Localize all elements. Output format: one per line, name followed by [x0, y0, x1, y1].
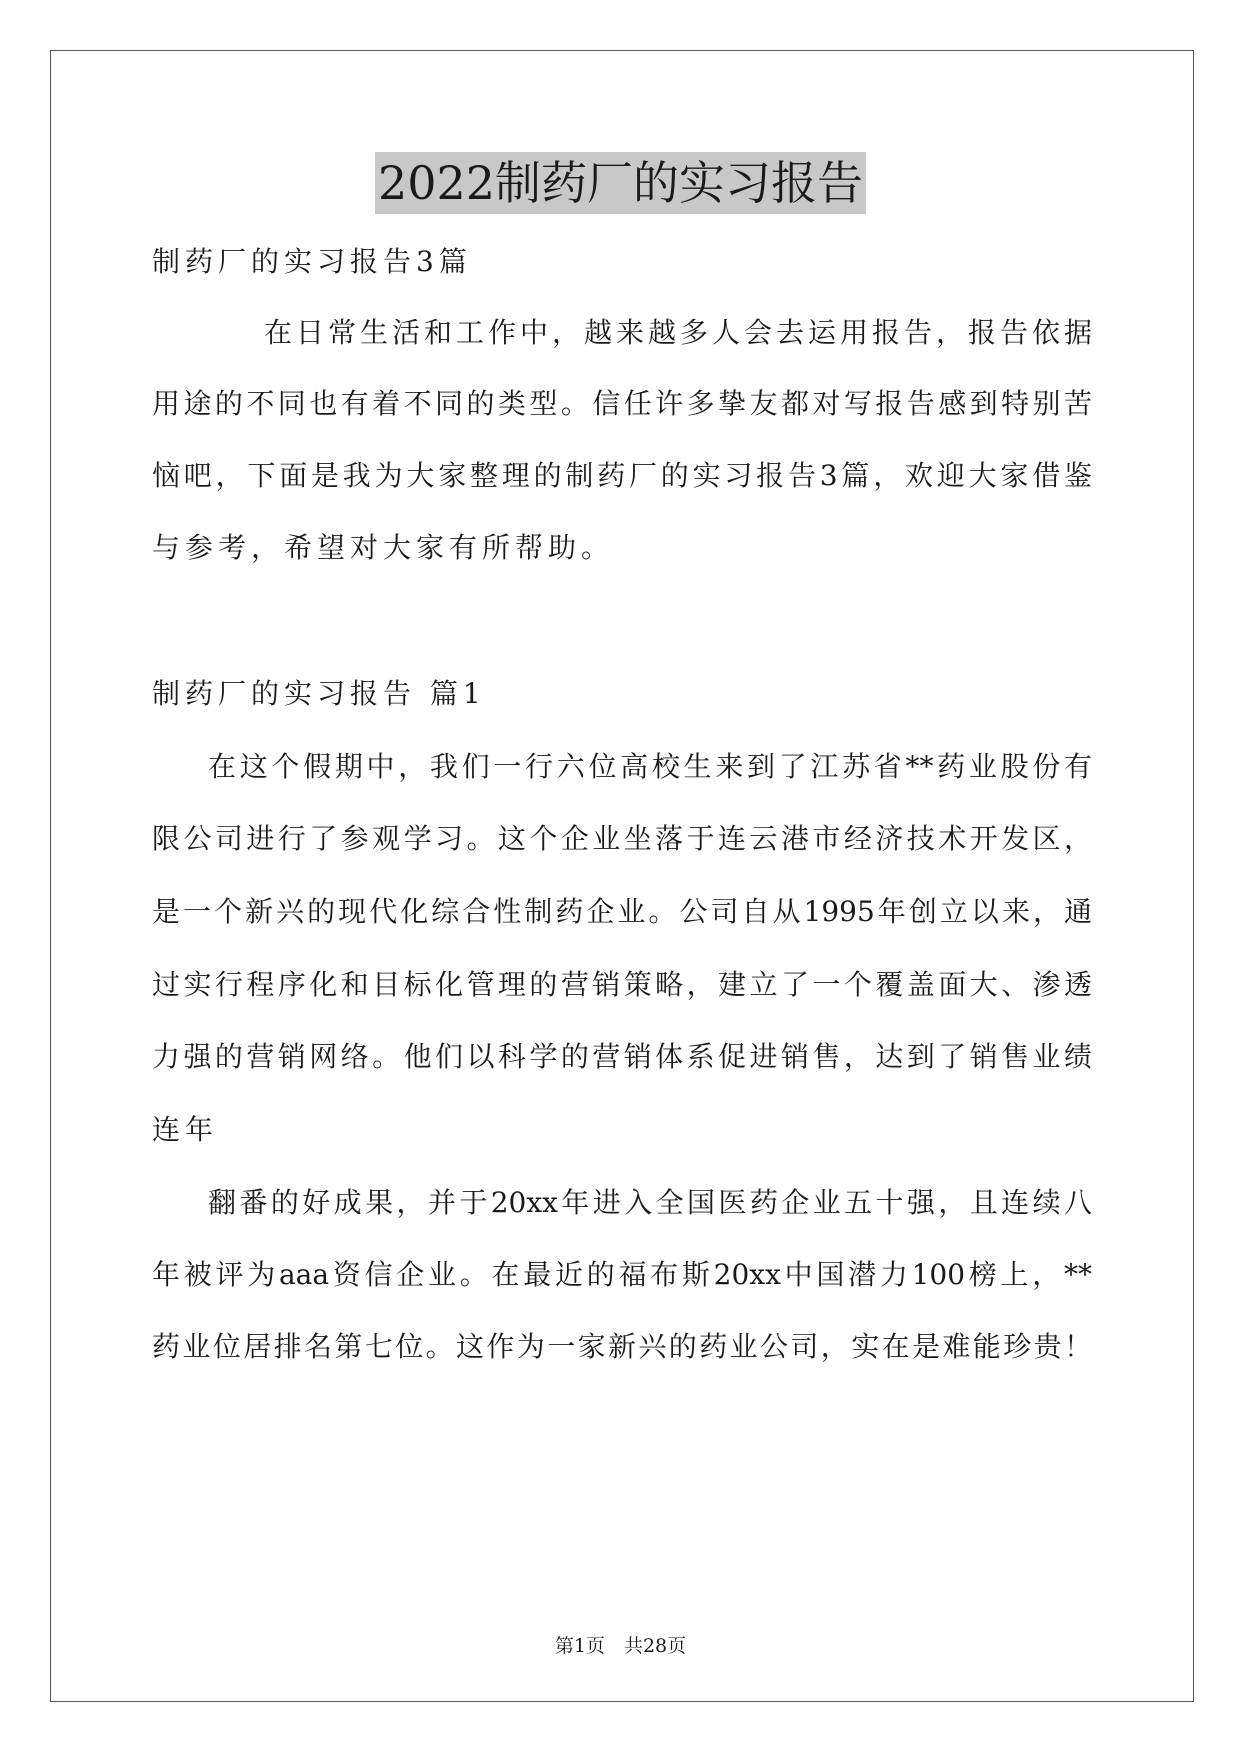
section-heading: 制药厂的实习报告 篇1 — [152, 677, 486, 710]
paragraph-line: 翻番的好成果，并于20xx年进入全国医药企业五十强，且连续八 — [208, 1186, 1092, 1219]
paragraph-line: 在日常生活和工作中，越来越多人会去运用报告，报告依据 — [264, 316, 1092, 349]
document-title: 2022制药厂的实习报告 — [375, 152, 866, 214]
page-indicator: 第1页 共28页 — [554, 1635, 687, 1657]
paragraph-line: 在这个假期中，我们一行六位高校生来到了江苏省**药业股份有 — [208, 750, 1092, 783]
paragraph-line: 连年 — [152, 1113, 219, 1146]
paragraph-line: 是一个新兴的现代化综合性制药企业。公司自从1995年创立以来，通 — [152, 895, 1092, 928]
paragraph-line: 限公司进行了参观学习。这个企业坐落于连云港市经济技术开发区， — [152, 822, 1092, 855]
paragraph-line: 过实行程序化和目标化管理的营销策略，建立了一个覆盖面大、渗透 — [152, 968, 1092, 1001]
paragraph-line: 与参考，希望对大家有所帮助。 — [152, 531, 615, 564]
paragraph-line: 恼吧，下面是我为大家整理的制药厂的实习报告3篇，欢迎大家借鉴 — [152, 459, 1092, 492]
paragraph-line: 年被评为aaa资信企业。在最近的福布斯20xx中国潜力100榜上，** — [152, 1258, 1092, 1291]
section-heading: 制药厂的实习报告3篇 — [152, 245, 472, 278]
paragraph-line: 药业位居排名第七位。这作为一家新兴的药业公司，实在是难能珍贵！ — [152, 1330, 1092, 1363]
paragraph-line: 用途的不同也有着不同的类型。信任许多挚友都对写报告感到特别苦 — [152, 387, 1092, 420]
page-border — [50, 50, 1194, 1702]
title-container — [0, 152, 1241, 214]
paragraph-line: 力强的营销网络。他们以科学的营销体系促进销售，达到了销售业绩 — [152, 1040, 1092, 1073]
